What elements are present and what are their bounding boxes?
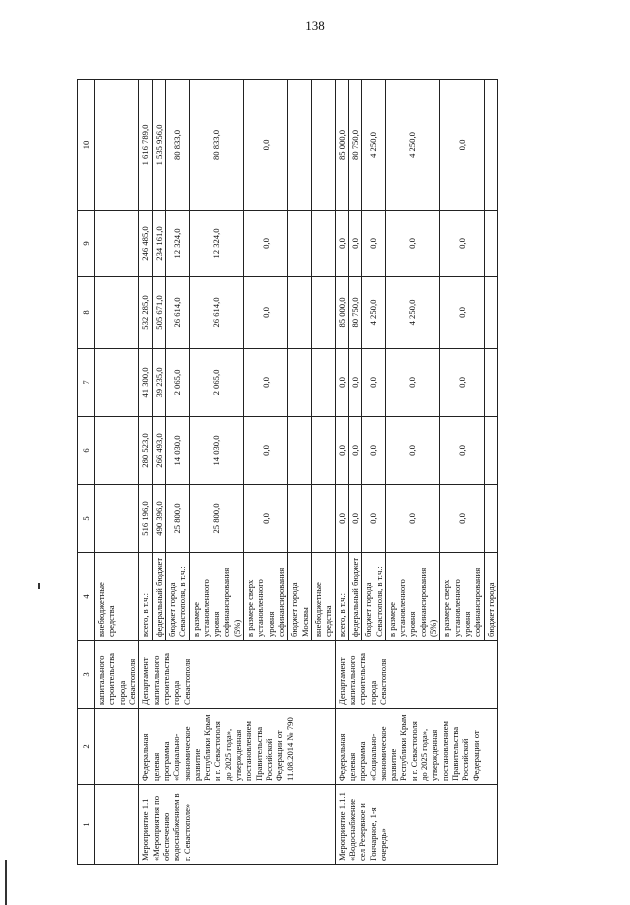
source-cell: всего, в т.ч.: — [139, 553, 152, 641]
rotated-table-wrapper — [77, 80, 592, 865]
header-cell: 10 — [78, 80, 95, 211]
page-number: 138 — [305, 18, 325, 33]
executor-cont: капитального строительства города Севастополя — [95, 641, 139, 709]
value-cell — [484, 211, 497, 277]
value-cell: 80 833,0 — [189, 80, 244, 211]
source-cell: в размере установленного уровня софинансирования (5%) — [189, 553, 244, 641]
value-cell: 26 614,0 — [189, 277, 244, 349]
header-cell: 9 — [78, 211, 95, 277]
value-cell: 0,0 — [362, 349, 386, 417]
value-cell: 0,0 — [244, 349, 288, 417]
executor-cell: Департамент капитального строительства города Севастополя — [139, 641, 335, 709]
header-cell: 7 — [78, 349, 95, 417]
value-cell: 266 493,0 — [152, 417, 165, 485]
source-cell: бюджет города — [484, 553, 497, 641]
value-cell: 4 250,0 — [362, 277, 386, 349]
value-cell — [484, 80, 497, 211]
value-cell — [484, 485, 497, 553]
value-cell: 2 065,0 — [189, 349, 244, 417]
value-cell: 85 000,0 — [335, 277, 348, 349]
value-cell: 505 671,0 — [152, 277, 165, 349]
value-cell — [288, 485, 312, 553]
header-cell: 3 — [78, 641, 95, 709]
source-cell: федеральный бюджет — [348, 553, 361, 641]
value-cell: 0,0 — [244, 417, 288, 485]
value-cell: 80 750,0 — [348, 80, 361, 211]
table-row — [335, 80, 348, 865]
value-cell: 2 065,0 — [165, 349, 189, 417]
header-cell: 2 — [78, 709, 95, 785]
value-cell: 0,0 — [440, 277, 484, 349]
value-cell: 0,0 — [335, 417, 348, 485]
value-cell: 25 800,0 — [165, 485, 189, 553]
value-cell: 12 324,0 — [165, 211, 189, 277]
value-cell: 0,0 — [348, 485, 361, 553]
value-cell: 0,0 — [385, 211, 440, 277]
value-cell: 280 523,0 — [139, 417, 152, 485]
value-cell: 0,0 — [385, 485, 440, 553]
executor-cell: Департамент капитального строительства города Севастополя — [335, 641, 497, 709]
value-cell: 246 485,0 — [139, 211, 152, 277]
activity-cell: Мероприятие 1.1.1 «Водоснабжение сел Резервное и Гончарное, 1-я очередь» — [335, 785, 497, 865]
value-cell: 0,0 — [362, 417, 386, 485]
header-cell: 4 — [78, 553, 95, 641]
header-cell: 5 — [78, 485, 95, 553]
activity-cell: Мероприятие 1.1 «Мероприятия по обеспечению водоснабжением в г. Севастополе» — [139, 785, 335, 865]
table-row — [139, 80, 152, 865]
value-cell: 41 300,0 — [139, 349, 152, 417]
source-cell: в размере установленного уровня софинансирования (5%) — [385, 553, 440, 641]
value-cell — [288, 417, 312, 485]
value-cell: 0,0 — [335, 485, 348, 553]
source-cell: внебюджетные средства — [95, 553, 139, 641]
value-cell: 80 750,0 — [348, 277, 361, 349]
header-cell: 6 — [78, 417, 95, 485]
program-cell: Федеральная целевая программа «Социально-экономическое развитие Республики Крым и г. Севастополя до 2025 года», утвержденная постановлением Правительства Российской Федерации от — [335, 709, 497, 785]
value-cell: 0,0 — [440, 349, 484, 417]
value-cell — [484, 417, 497, 485]
value-cell: 14 030,0 — [165, 417, 189, 485]
value-cell: 0,0 — [335, 211, 348, 277]
source-cell: бюджет города Севастополя, в т.ч.: — [165, 553, 189, 641]
cell — [95, 485, 139, 553]
source-cell: бюджет города Севастополя, в т.ч.: — [362, 553, 386, 641]
cell — [95, 211, 139, 277]
value-cell: 0,0 — [385, 349, 440, 417]
value-cell: 0,0 — [348, 211, 361, 277]
value-cell: 0,0 — [244, 277, 288, 349]
value-cell: 12 324,0 — [189, 211, 244, 277]
value-cell: 0,0 — [244, 80, 288, 211]
value-cell: 0,0 — [440, 485, 484, 553]
value-cell: 85 000,0 — [335, 80, 348, 211]
value-cell — [288, 80, 312, 211]
value-cell: 0,0 — [348, 349, 361, 417]
value-cell: 532 285,0 — [139, 277, 152, 349]
value-cell: 1 616 789,0 — [139, 80, 152, 211]
value-cell: 0,0 — [348, 417, 361, 485]
value-cell — [311, 485, 335, 553]
value-cell: 4 250,0 — [385, 277, 440, 349]
scan-mark — [38, 583, 40, 589]
value-cell — [484, 277, 497, 349]
value-cell: 0,0 — [244, 485, 288, 553]
value-cell — [288, 277, 312, 349]
cell — [95, 349, 139, 417]
source-cell: федеральный бюджет — [152, 553, 165, 641]
cell — [95, 80, 139, 211]
value-cell — [288, 349, 312, 417]
value-cell — [288, 211, 312, 277]
value-cell: 4 250,0 — [362, 80, 386, 211]
value-cell — [484, 349, 497, 417]
value-cell: 80 833,0 — [165, 80, 189, 211]
value-cell: 0,0 — [385, 417, 440, 485]
value-cell — [311, 417, 335, 485]
cell — [95, 417, 139, 485]
source-cell: в размере сверх установленного уровня софинансирования — [244, 553, 288, 641]
cell — [95, 709, 139, 785]
value-cell: 0,0 — [362, 485, 386, 553]
program-cell: Федеральная целевая программа «Социально-экономическое развитие Республики Крым и г. Севастополя до 2025 года», утвержденная постановлением Правительства Российской Федерации от 11.08.2014 № 790 — [139, 709, 335, 785]
value-cell: 0,0 — [440, 80, 484, 211]
source-cell: бюджет города Москвы — [288, 553, 312, 641]
value-cell: 0,0 — [440, 417, 484, 485]
value-cell: 39 235,0 — [152, 349, 165, 417]
value-cell: 0,0 — [362, 211, 386, 277]
cell — [95, 785, 139, 865]
scan-mark — [5, 860, 7, 905]
value-cell: 0,0 — [335, 349, 348, 417]
source-cell: внебюджетные средства — [311, 553, 335, 641]
value-cell: 25 800,0 — [189, 485, 244, 553]
value-cell: 490 396,0 — [152, 485, 165, 553]
value-cell — [311, 349, 335, 417]
source-cell: всего, в т.ч.: — [335, 553, 348, 641]
value-cell: 1 535 956,0 — [152, 80, 165, 211]
header-cell: 1 — [78, 785, 95, 865]
value-cell: 0,0 — [244, 211, 288, 277]
source-cell: в размере сверх установленного уровня софинансирования — [440, 553, 484, 641]
value-cell: 26 614,0 — [165, 277, 189, 349]
header-row — [78, 80, 95, 865]
value-cell: 0,0 — [440, 211, 484, 277]
continuation-row — [95, 80, 139, 865]
cell — [95, 277, 139, 349]
value-cell: 516 196,0 — [139, 485, 152, 553]
budget-table — [77, 79, 498, 865]
value-cell — [311, 277, 335, 349]
header-cell: 8 — [78, 277, 95, 349]
value-cell — [311, 211, 335, 277]
value-cell: 4 250,0 — [385, 80, 440, 211]
value-cell: 234 161,0 — [152, 211, 165, 277]
value-cell — [311, 80, 335, 211]
value-cell: 14 030,0 — [189, 417, 244, 485]
